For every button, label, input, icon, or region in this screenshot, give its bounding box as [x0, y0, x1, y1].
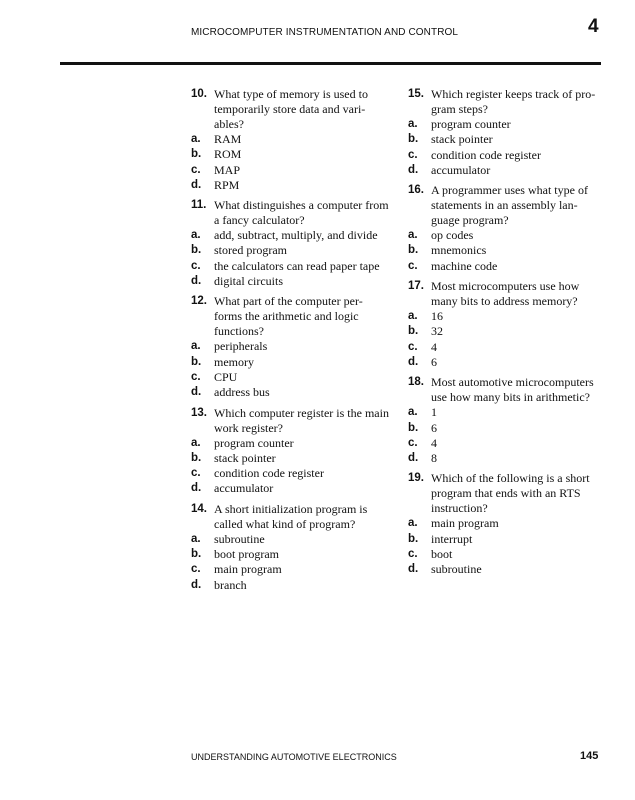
answer-option: [408, 562, 603, 577]
question-text: Which computer register is the main work register?: [214, 405, 389, 435]
option-letter: d.: [408, 563, 419, 576]
option-text: 4: [431, 339, 437, 354]
option-letter: b.: [408, 421, 419, 434]
question-text: Most automotive microcomputers use how many bits in arithmetic?: [431, 375, 594, 405]
answer-option: [408, 259, 603, 274]
question-stem: [408, 279, 603, 309]
option-text: boot program: [214, 547, 279, 562]
question-number: 18.: [408, 376, 424, 389]
option-letter: b.: [408, 325, 419, 338]
answer-option: [191, 339, 391, 354]
question: [408, 279, 603, 370]
option-text: main program: [431, 516, 499, 531]
option-letter: d.: [191, 386, 202, 399]
answer-option: [191, 178, 391, 193]
option-text: address bus: [214, 385, 270, 400]
option-letter: d.: [408, 355, 419, 368]
question-text: Which of the following is a short program that ends with an RTS instruction?: [431, 471, 590, 516]
option-text: add, subtract, multiply, and divide: [214, 228, 378, 243]
question: [191, 87, 391, 193]
question-column-right: [408, 87, 603, 583]
option-letter: d.: [191, 482, 202, 495]
option-letter: a.: [408, 118, 418, 130]
answer-option: [191, 532, 391, 547]
answer-option: [408, 243, 603, 258]
option-text: 6: [431, 354, 437, 369]
question-stem: [191, 198, 391, 228]
answer-option: [191, 451, 391, 466]
option-text: stack pointer: [431, 132, 493, 147]
answer-option: [191, 562, 391, 577]
option-letter: d.: [191, 578, 202, 591]
option-letter: c.: [191, 467, 201, 480]
option-text: program counter: [431, 117, 511, 131]
answer-option: [191, 370, 391, 385]
option-text: 16: [431, 309, 443, 324]
question-number: 12.: [191, 295, 207, 308]
answer-option: [408, 309, 603, 324]
option-letter: a.: [191, 229, 201, 242]
option-text: program counter: [214, 435, 294, 450]
option-letter: c.: [191, 370, 201, 383]
answer-option: [191, 228, 391, 243]
option-letter: a.: [408, 310, 418, 323]
question: [191, 294, 391, 400]
question-number: 17.: [408, 280, 424, 293]
option-text: accumulator: [214, 481, 274, 496]
option-letter: a.: [191, 133, 201, 145]
option-letter: c.: [408, 259, 418, 272]
option-text: main program: [214, 562, 282, 577]
option-text: 4: [431, 435, 437, 450]
answer-option: [191, 385, 391, 400]
option-letter: a.: [408, 229, 418, 242]
chapter-number: 4: [588, 16, 599, 37]
question-number: 15.: [408, 88, 424, 100]
option-letter: a.: [191, 340, 201, 353]
option-letter: a.: [191, 532, 201, 545]
option-letter: c.: [191, 563, 201, 576]
option-text: 8: [431, 451, 437, 466]
option-letter: a.: [408, 406, 418, 419]
option-letter: b.: [191, 148, 202, 161]
running-header-title: MICROCOMPUTER INSTRUMENTATION AND CONTROL: [191, 27, 459, 38]
option-text: machine code: [431, 258, 498, 273]
option-text: ROM: [214, 147, 242, 162]
page-number: 145: [580, 750, 599, 762]
option-text: condition code register: [431, 147, 541, 162]
option-text: stored program: [214, 243, 287, 258]
answer-option: [408, 132, 603, 147]
question: [191, 406, 391, 497]
running-footer-title: UNDERSTANDING AUTOMOTIVE ELECTRONICS: [191, 752, 397, 762]
option-letter: c.: [408, 548, 418, 561]
question-text: A programmer uses what type of statements in an assembly lan- guage program?: [431, 183, 588, 228]
option-text: MAP: [214, 162, 241, 177]
option-text: the calculators can read paper tape: [214, 258, 380, 273]
option-letter: b.: [408, 244, 419, 257]
answer-option: [408, 421, 603, 436]
answer-option: [191, 163, 391, 178]
option-text: op codes: [431, 228, 474, 243]
question-stem: [408, 375, 603, 405]
option-letter: c.: [191, 163, 201, 176]
question-stem: [408, 471, 603, 516]
option-letter: c.: [191, 259, 201, 272]
header-rule: [60, 62, 601, 65]
question-stem: [191, 294, 391, 339]
question-text: What type of memory is used to temporarily store data and vari- ables?: [214, 87, 368, 131]
answer-option: [191, 147, 391, 162]
option-letter: a.: [408, 517, 418, 530]
answer-option: [191, 481, 391, 496]
answer-option: [191, 259, 391, 274]
question: [191, 198, 391, 289]
option-letter: b.: [191, 355, 202, 368]
option-letter: b.: [408, 532, 419, 545]
question: [408, 375, 603, 466]
question-number: 14.: [191, 502, 207, 515]
answer-option: [408, 228, 603, 243]
option-letter: d.: [408, 163, 419, 176]
option-text: interrupt: [431, 531, 473, 546]
question-column-left: [191, 87, 391, 598]
option-letter: b.: [408, 133, 419, 146]
question-number: 10.: [191, 88, 207, 100]
answer-option: [408, 117, 603, 132]
answer-option: [408, 340, 603, 355]
option-letter: d.: [191, 275, 202, 288]
answer-option: [191, 547, 391, 562]
question-number: 11.: [191, 199, 207, 212]
option-letter: c.: [408, 148, 418, 161]
question-number: 16.: [408, 184, 424, 197]
question-number: 19.: [408, 472, 424, 485]
answer-option: [408, 451, 603, 466]
question-text: A short initialization program is called what kind of program?: [214, 501, 368, 531]
question: [191, 502, 391, 593]
question-text: What part of the computer per- forms the arithmetic and logic functions?: [214, 294, 363, 339]
question-stem: [191, 502, 391, 532]
answer-option: [408, 547, 603, 562]
answer-option: [191, 578, 391, 593]
answer-option: [191, 466, 391, 481]
answer-option: [408, 355, 603, 370]
option-letter: d.: [408, 452, 419, 465]
question: [408, 471, 603, 577]
question-text: Most microcomputers use how many bits to address memory?: [431, 279, 580, 309]
question-stem: [191, 406, 391, 436]
answer-option: [191, 243, 391, 258]
option-letter: b.: [191, 548, 202, 561]
question: [408, 87, 603, 178]
option-text: subroutine: [214, 531, 265, 546]
option-text: memory: [214, 354, 254, 369]
question: [408, 183, 603, 274]
option-text: branch: [214, 577, 247, 592]
option-text: peripherals: [214, 339, 268, 354]
option-text: 1: [431, 405, 437, 420]
option-text: RAM: [214, 132, 242, 146]
answer-option: [408, 532, 603, 547]
answer-option: [408, 516, 603, 531]
answer-option: [191, 436, 391, 451]
option-text: digital circuits: [214, 274, 283, 289]
option-letter: b.: [191, 451, 202, 464]
option-letter: b.: [191, 244, 202, 257]
option-letter: c.: [408, 436, 418, 449]
option-text: RPM: [214, 177, 240, 192]
answer-option: [191, 355, 391, 370]
answer-option: [408, 436, 603, 451]
option-letter: a.: [191, 436, 201, 449]
option-text: subroutine: [431, 562, 482, 577]
answer-option: [408, 163, 603, 178]
option-text: 6: [431, 420, 437, 435]
option-text: mnemonics: [431, 243, 487, 258]
answer-option: [191, 274, 391, 289]
question-stem: [408, 183, 603, 228]
option-text: condition code register: [214, 466, 324, 481]
option-letter: d.: [191, 178, 202, 191]
option-letter: c.: [408, 340, 418, 353]
answer-option: [408, 324, 603, 339]
answer-option: [408, 405, 603, 420]
question-text: Which register keeps track of pro- gram steps?: [431, 87, 596, 116]
question-stem: [408, 87, 603, 117]
question-number: 13.: [191, 406, 207, 419]
option-text: accumulator: [431, 162, 491, 177]
option-text: CPU: [214, 369, 238, 384]
question-stem: [191, 87, 391, 132]
option-text: boot: [431, 547, 453, 562]
option-text: 32: [431, 324, 443, 339]
answer-option: [408, 148, 603, 163]
answer-option: [191, 132, 391, 147]
option-text: stack pointer: [214, 450, 276, 465]
question-text: What distinguishes a computer from a fancy calculator?: [214, 198, 389, 228]
